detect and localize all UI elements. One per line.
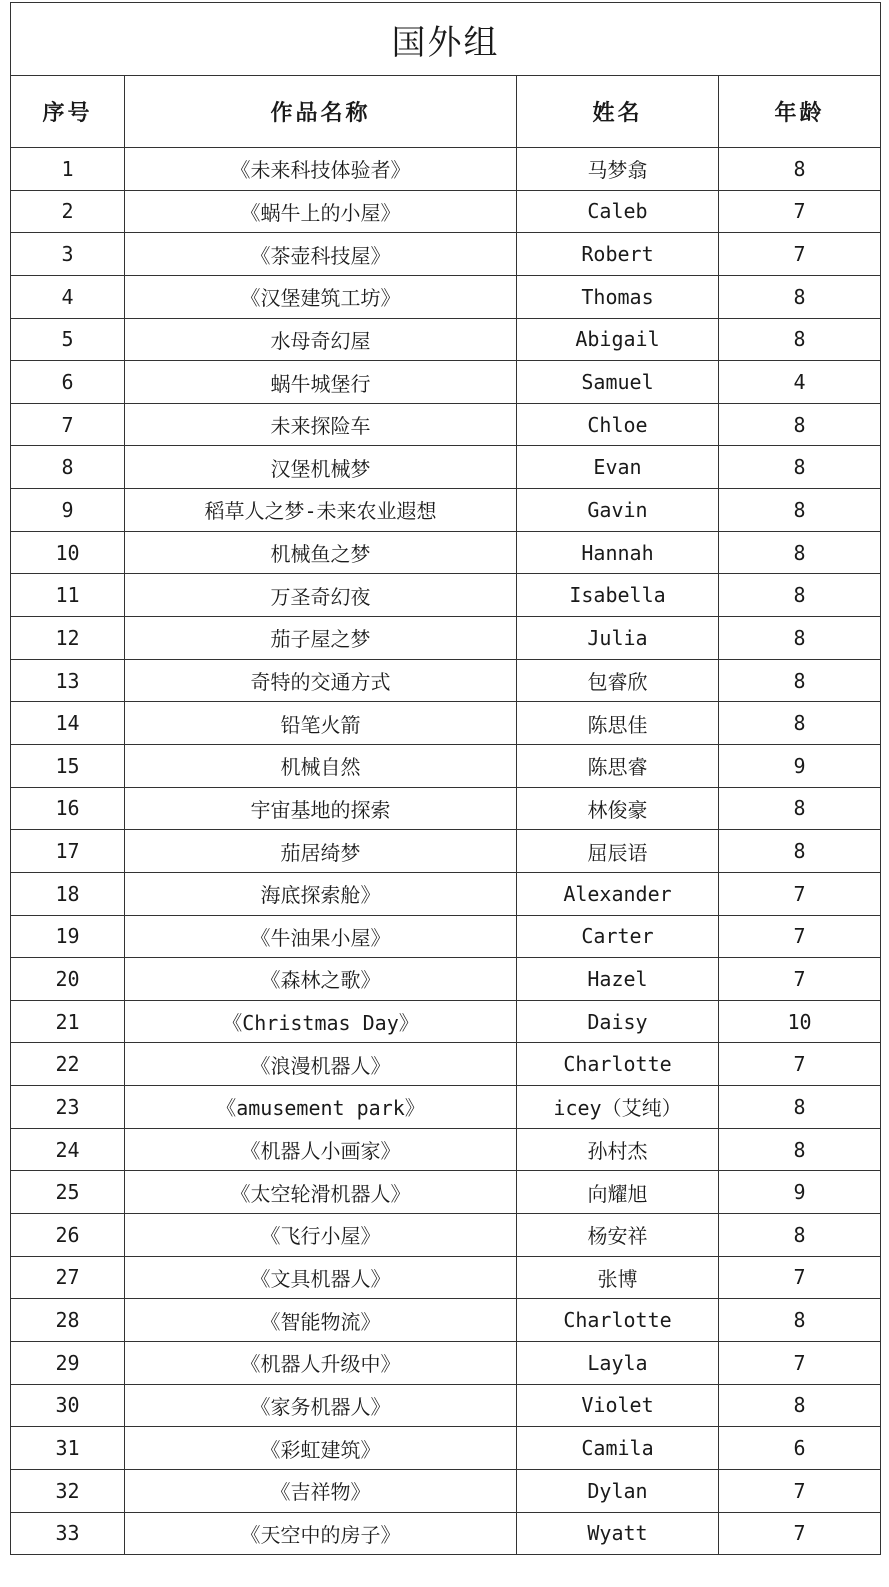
table-body [11,148,881,1555]
table-row [11,1256,881,1299]
cell-no: 5 [11,318,125,361]
table-row [11,403,881,446]
cell-work: 《机器人小画家》 [125,1128,517,1171]
cell-age: 7 [719,915,881,958]
table-row [11,830,881,873]
cell-name: 向耀旭 [517,1171,719,1214]
cell-age: 9 [719,744,881,787]
cell-age: 7 [719,872,881,915]
table-row [11,659,881,702]
cell-no: 7 [11,403,125,446]
header-age: 年龄 [719,76,881,148]
cell-age: 8 [719,787,881,830]
table-row [11,318,881,361]
cell-work: 蜗牛城堡行 [125,361,517,404]
cell-name: Alexander [517,872,719,915]
cell-name: Camila [517,1427,719,1470]
cell-age: 8 [719,531,881,574]
cell-work: 《机器人升级中》 [125,1341,517,1384]
table-row [11,446,881,489]
cell-age: 8 [719,318,881,361]
table-row [11,1469,881,1512]
cell-no: 24 [11,1128,125,1171]
cell-name: Isabella [517,574,719,617]
cell-no: 21 [11,1000,125,1043]
cell-age: 8 [719,1128,881,1171]
table-row [11,1043,881,1086]
cell-name: 马梦翕 [517,148,719,191]
cell-work: 奇特的交通方式 [125,659,517,702]
cell-age: 7 [719,1256,881,1299]
cell-age: 10 [719,1000,881,1043]
cell-work: 《浪漫机器人》 [125,1043,517,1086]
cell-name: 孙村杰 [517,1128,719,1171]
cell-no: 15 [11,744,125,787]
table-row [11,275,881,318]
cell-age: 8 [719,1384,881,1427]
cell-age: 8 [719,446,881,489]
cell-no: 17 [11,830,125,873]
cell-name: Gavin [517,489,719,532]
cell-no: 3 [11,233,125,276]
header-name: 姓名 [517,76,719,148]
cell-name: Charlotte [517,1299,719,1342]
table-title: 国外组 [11,3,881,76]
cell-age: 8 [719,702,881,745]
cell-work: 宇宙基地的探索 [125,787,517,830]
cell-work: 《太空轮滑机器人》 [125,1171,517,1214]
table-row [11,190,881,233]
cell-name: 杨安祥 [517,1214,719,1257]
cell-age: 8 [719,617,881,660]
cell-name: 包睿欣 [517,659,719,702]
results-table [10,2,881,1555]
cell-name: Hazel [517,958,719,1001]
cell-no: 4 [11,275,125,318]
cell-age: 4 [719,361,881,404]
cell-work: 未来探险车 [125,403,517,446]
cell-age: 6 [719,1427,881,1470]
cell-work: 《amusement park》 [125,1086,517,1129]
cell-work: 汉堡机械梦 [125,446,517,489]
cell-no: 31 [11,1427,125,1470]
cell-age: 8 [719,1299,881,1342]
cell-age: 8 [719,489,881,532]
cell-age: 8 [719,148,881,191]
cell-name: Abigail [517,318,719,361]
cell-no: 12 [11,617,125,660]
cell-name: Chloe [517,403,719,446]
cell-work: 《未来科技体验者》 [125,148,517,191]
cell-no: 28 [11,1299,125,1342]
results-sheet [10,2,880,1555]
table-row [11,233,881,276]
cell-age: 8 [719,574,881,617]
cell-no: 14 [11,702,125,745]
cell-name: Daisy [517,1000,719,1043]
cell-name: Robert [517,233,719,276]
cell-name: 林俊豪 [517,787,719,830]
cell-work: 机械自然 [125,744,517,787]
table-row [11,1086,881,1129]
cell-work: 《森林之歌》 [125,958,517,1001]
title-row [11,3,881,76]
cell-age: 7 [719,1469,881,1512]
cell-age: 8 [719,403,881,446]
cell-work: 《文具机器人》 [125,1256,517,1299]
cell-age: 9 [719,1171,881,1214]
table-row [11,915,881,958]
table-row [11,744,881,787]
table-row [11,574,881,617]
cell-no: 16 [11,787,125,830]
cell-name: 陈思佳 [517,702,719,745]
cell-no: 2 [11,190,125,233]
cell-work: 《飞行小屋》 [125,1214,517,1257]
cell-no: 25 [11,1171,125,1214]
cell-work: 机械鱼之梦 [125,531,517,574]
cell-work: 《汉堡建筑工坊》 [125,275,517,318]
cell-no: 20 [11,958,125,1001]
table-row [11,489,881,532]
cell-no: 9 [11,489,125,532]
cell-no: 30 [11,1384,125,1427]
cell-work: 茄居绮梦 [125,830,517,873]
cell-no: 8 [11,446,125,489]
cell-work: 《智能物流》 [125,1299,517,1342]
cell-age: 8 [719,1214,881,1257]
cell-name: Carter [517,915,719,958]
table-row [11,1427,881,1470]
cell-name: Charlotte [517,1043,719,1086]
cell-name: Hannah [517,531,719,574]
table-row [11,1341,881,1384]
table-row [11,1000,881,1043]
cell-no: 19 [11,915,125,958]
cell-no: 13 [11,659,125,702]
cell-name: Wyatt [517,1512,719,1555]
table-row [11,702,881,745]
cell-work: 茄子屋之梦 [125,617,517,660]
table-row [11,958,881,1001]
cell-no: 29 [11,1341,125,1384]
cell-work: 《牛油果小屋》 [125,915,517,958]
table-row [11,361,881,404]
header-work: 作品名称 [125,76,517,148]
cell-no: 27 [11,1256,125,1299]
cell-age: 8 [719,275,881,318]
table-row [11,1171,881,1214]
table-row [11,1512,881,1555]
cell-work: 铅笔火箭 [125,702,517,745]
cell-age: 7 [719,958,881,1001]
cell-name: Caleb [517,190,719,233]
cell-work: 《茶壶科技屋》 [125,233,517,276]
cell-name: Julia [517,617,719,660]
cell-name: Samuel [517,361,719,404]
cell-no: 11 [11,574,125,617]
header-no: 序号 [11,76,125,148]
cell-no: 18 [11,872,125,915]
cell-name: Thomas [517,275,719,318]
cell-name: Layla [517,1341,719,1384]
cell-name: icey（艾纯） [517,1086,719,1129]
cell-age: 7 [719,1512,881,1555]
cell-age: 8 [719,1086,881,1129]
cell-work: 水母奇幻屋 [125,318,517,361]
cell-work: 《吉祥物》 [125,1469,517,1512]
cell-work: 《蜗牛上的小屋》 [125,190,517,233]
cell-age: 7 [719,233,881,276]
cell-work: 稻草人之梦-未来农业遐想 [125,489,517,532]
cell-no: 32 [11,1469,125,1512]
cell-work: 《彩虹建筑》 [125,1427,517,1470]
cell-name: Dylan [517,1469,719,1512]
cell-no: 1 [11,148,125,191]
cell-age: 8 [719,830,881,873]
cell-name: Violet [517,1384,719,1427]
cell-no: 33 [11,1512,125,1555]
table-row [11,787,881,830]
cell-work: 海底探索舱》 [125,872,517,915]
cell-no: 23 [11,1086,125,1129]
cell-no: 22 [11,1043,125,1086]
cell-age: 7 [719,1043,881,1086]
cell-work: 万圣奇幻夜 [125,574,517,617]
table-row [11,1214,881,1257]
table-row [11,872,881,915]
cell-age: 7 [719,1341,881,1384]
cell-no: 6 [11,361,125,404]
cell-name: 屈辰语 [517,830,719,873]
table-row [11,617,881,660]
table-row [11,148,881,191]
cell-work: 《Christmas Day》 [125,1000,517,1043]
cell-name: Evan [517,446,719,489]
cell-no: 26 [11,1214,125,1257]
cell-name: 张博 [517,1256,719,1299]
cell-no: 10 [11,531,125,574]
cell-age: 8 [719,659,881,702]
cell-work: 《家务机器人》 [125,1384,517,1427]
table-row [11,1128,881,1171]
cell-name: 陈思睿 [517,744,719,787]
cell-work: 《天空中的房子》 [125,1512,517,1555]
table-row [11,1299,881,1342]
header-row [11,76,881,148]
table-row [11,531,881,574]
cell-age: 7 [719,190,881,233]
table-row [11,1384,881,1427]
